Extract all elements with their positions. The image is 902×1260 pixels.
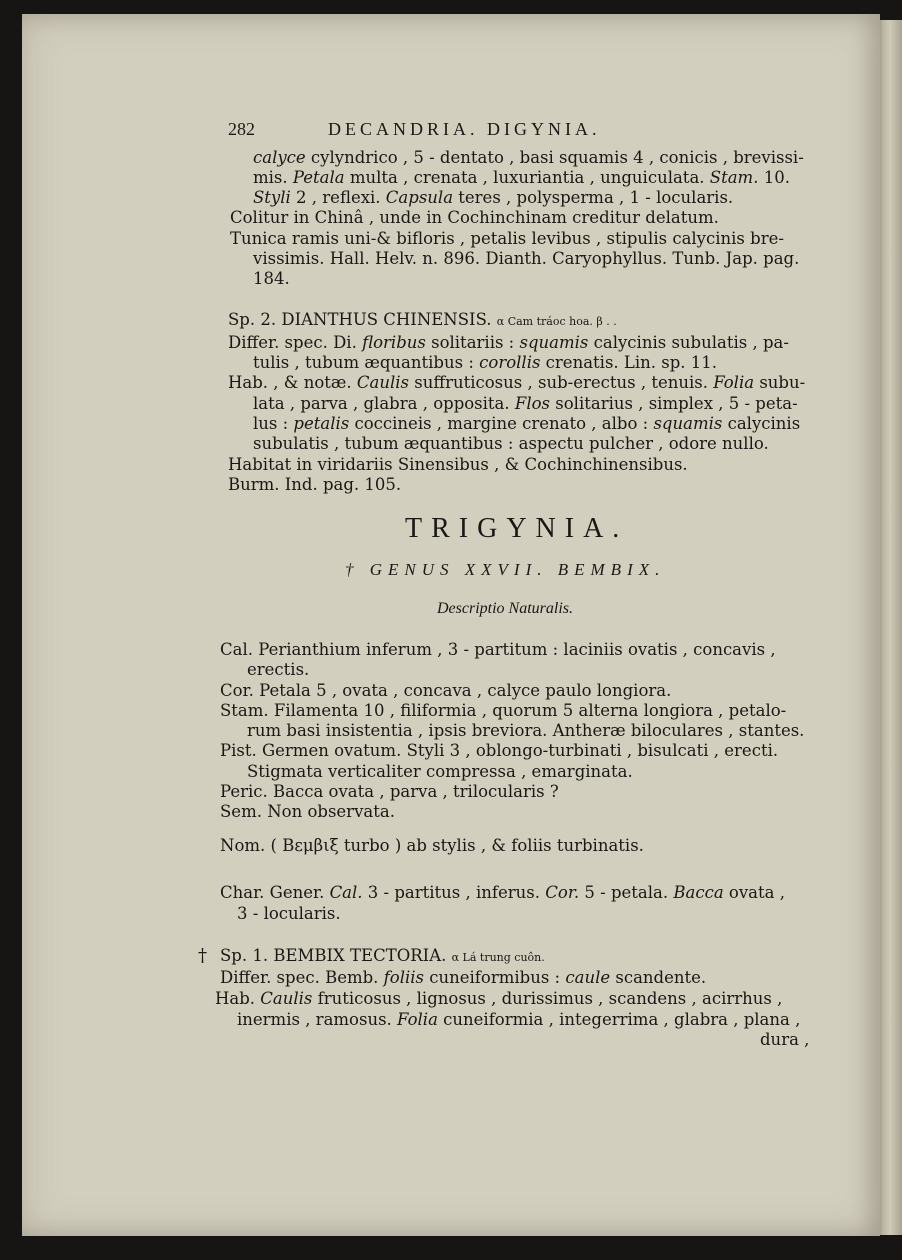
text-segment: 10. <box>758 168 790 187</box>
vernacular-annotation: α Cam tráoc hoa. β . . <box>496 315 617 328</box>
text-line <box>253 249 799 269</box>
text-line <box>215 989 782 1009</box>
italic-segment: Caulis <box>260 989 313 1008</box>
text-segment: coccineis , margine crenato , albo : <box>349 414 654 433</box>
text-segment: Tunica ramis uni-& bifloris , petalis levibus , stipulis calycinis bre- <box>230 229 784 248</box>
text-line <box>253 269 290 289</box>
dagger-mark: † <box>198 945 207 966</box>
text-segment: erectis. <box>247 660 310 679</box>
text-segment: Stam. Filamenta 10 , filiformia , quorum 5 alterna longiora , petalo- <box>220 701 787 720</box>
italic-segment: Folia <box>713 373 755 392</box>
text-segment: 2 , reflexi. <box>290 188 386 207</box>
text-segment: scandente. <box>610 968 707 987</box>
text-line <box>230 229 784 249</box>
catchword: dura , <box>760 1030 810 1049</box>
species-heading <box>220 946 545 968</box>
text-segment: Sem. Non observata. <box>220 802 395 821</box>
genus-title: GENUS XXVII. BEMBIX. <box>369 560 666 579</box>
species-title: Sp. 1. BEMBIX TECTORIA. <box>220 946 447 965</box>
text-segment: Cor. Petala 5 , ovata , concava , calyce paulo longiora. <box>220 681 672 700</box>
text-segment: rum basi insistentia , ipsis breviora. Antheræ biloculares , stantes. <box>247 721 805 740</box>
italic-segment: Flos <box>514 394 551 413</box>
species-title: Sp. 2. DIANTHUS CHINENSIS. <box>228 310 492 329</box>
text-line <box>253 353 717 373</box>
text-line <box>228 455 688 475</box>
text-segment: Burm. Ind. pag. 105. <box>228 475 402 494</box>
text-segment: crenatis. Lin. sp. 11. <box>540 353 718 372</box>
text-line <box>220 883 785 903</box>
text-line <box>237 904 341 924</box>
text-segment: Differ. spec. Di. <box>228 333 363 352</box>
vernacular-annotation: α Lá trung cuôn. <box>451 951 545 964</box>
dagger-mark: † <box>345 560 360 579</box>
text-line <box>253 414 800 434</box>
text-segment: Cal. Perianthium inferum , 3 - partitum : laciniis ovatis , concavis , <box>220 640 776 659</box>
italic-segment: Caulis <box>356 373 410 392</box>
text-segment: vissimis. Hall. Helv. n. 896. Dianth. Caryophyllus. Tunb. Jap. pag. <box>253 249 800 268</box>
text-line <box>220 802 395 822</box>
italic-segment: Stam. <box>709 168 759 187</box>
text-segment: Colitur in Chinâ , unde in Cochinchinam creditur delatum. <box>230 208 719 227</box>
text-segment: lata , parva , glabra , opposita. <box>253 394 515 413</box>
text-line <box>228 475 401 495</box>
text-segment: Differ. spec. Bemb. <box>220 968 384 987</box>
italic-segment: Petala <box>292 168 345 187</box>
italic-segment: corollis <box>479 353 541 372</box>
text-segment: Peric. Bacca ovata , parva , trilocularis ? <box>220 782 559 801</box>
text-line <box>247 762 633 782</box>
text-line <box>220 701 786 721</box>
italic-segment: petalis <box>293 414 350 433</box>
text-line <box>220 741 778 761</box>
text-line <box>253 168 790 188</box>
text-segment: tulis , tubum æquantibus : <box>253 353 480 372</box>
text-line <box>253 148 804 168</box>
text-segment: inermis , ramosus. <box>237 1010 398 1029</box>
italic-segment: calyce <box>253 148 306 167</box>
text-segment: Habitat in viridariis Sinensibus , & Cochinchinensibus. <box>228 455 688 474</box>
text-segment: calycinis subulatis , pa- <box>588 333 789 352</box>
italic-segment: Bacca <box>673 883 724 902</box>
text-line <box>230 208 719 228</box>
text-segment: lus : <box>253 414 294 433</box>
description-heading: Descriptio Naturalis. <box>437 600 574 617</box>
species-heading <box>228 310 617 332</box>
text-segment: cuneiformia , integerrima , glabra , plana , <box>437 1010 801 1029</box>
text-line <box>253 394 798 414</box>
italic-segment: squamis <box>653 414 723 433</box>
text-segment: ovata , <box>723 883 785 902</box>
text-segment: 184. <box>253 269 290 288</box>
italic-segment: Cal. <box>329 883 363 902</box>
text-segment: calycinis <box>722 414 801 433</box>
text-line <box>247 721 804 741</box>
text-segment: Stigmata verticaliter compressa , emarginata. <box>247 762 633 781</box>
italic-segment: foliis <box>383 968 425 987</box>
text-segment: Pist. Germen ovatum. Styli 3 , oblongo-turbinati , bisulcati , erecti. <box>220 741 779 760</box>
section-title: TRIGYNIA. <box>405 513 629 544</box>
text-segment: solitarius , simplex , 5 - peta- <box>550 394 798 413</box>
text-segment: cuneiformibus : <box>424 968 566 987</box>
text-segment: subulatis , tubum æquantibus : aspectu pulcher , odore nullo. <box>253 434 769 453</box>
text-line <box>253 188 733 208</box>
italic-segment: squamis <box>519 333 589 352</box>
italic-segment: Styli <box>253 188 291 207</box>
text-line <box>253 434 769 454</box>
text-line <box>228 333 789 353</box>
text-segment: suffruticosus , sub-erectus , tenuis. <box>409 373 714 392</box>
text-line <box>237 1010 800 1030</box>
text-segment: mis. <box>253 168 293 187</box>
text-line <box>228 373 805 393</box>
text-segment: Hab. <box>215 989 261 1008</box>
italic-segment: Folia <box>397 1010 438 1029</box>
text-segment: 3 - locularis. <box>237 904 341 923</box>
genus-heading <box>345 560 665 580</box>
text-line <box>247 660 309 680</box>
text-segment: multa , crenata , luxuriantia , unguiculata. <box>344 168 710 187</box>
text-segment: solitariis : <box>425 333 520 352</box>
text-line <box>220 681 671 701</box>
italic-segment: floribus <box>362 333 426 352</box>
text-segment: Char. Gener. <box>220 883 330 902</box>
text-segment: subu- <box>754 373 806 392</box>
text-segment: fruticosus , lignosus , durissimus , scandens , acirrhus , <box>312 989 783 1008</box>
page-number: 282 <box>228 119 255 139</box>
text-line <box>220 640 776 660</box>
running-title: DECANDRIA. DIGYNIA. <box>328 119 601 139</box>
italic-segment: Capsula <box>385 188 454 207</box>
text-segment: 5 - petala. <box>579 883 674 902</box>
text-line <box>220 782 559 802</box>
text-segment: 3 - partitus , inferus. <box>362 883 546 902</box>
text-segment: Hab. , & notæ. <box>228 373 357 392</box>
text-line <box>220 968 706 988</box>
italic-segment: caule <box>565 968 611 987</box>
text-segment: cylyndrico , 5 - dentato , basi squamis 4 , conicis , brevissi- <box>305 148 804 167</box>
text-segment: teres , polysperma , 1 - locularis. <box>453 188 734 207</box>
italic-segment: Cor. <box>545 883 580 902</box>
nomenclature-line: Nom. ( Βεμβιξ turbo ) ab stylis , & foliis turbinatis. <box>220 836 644 855</box>
